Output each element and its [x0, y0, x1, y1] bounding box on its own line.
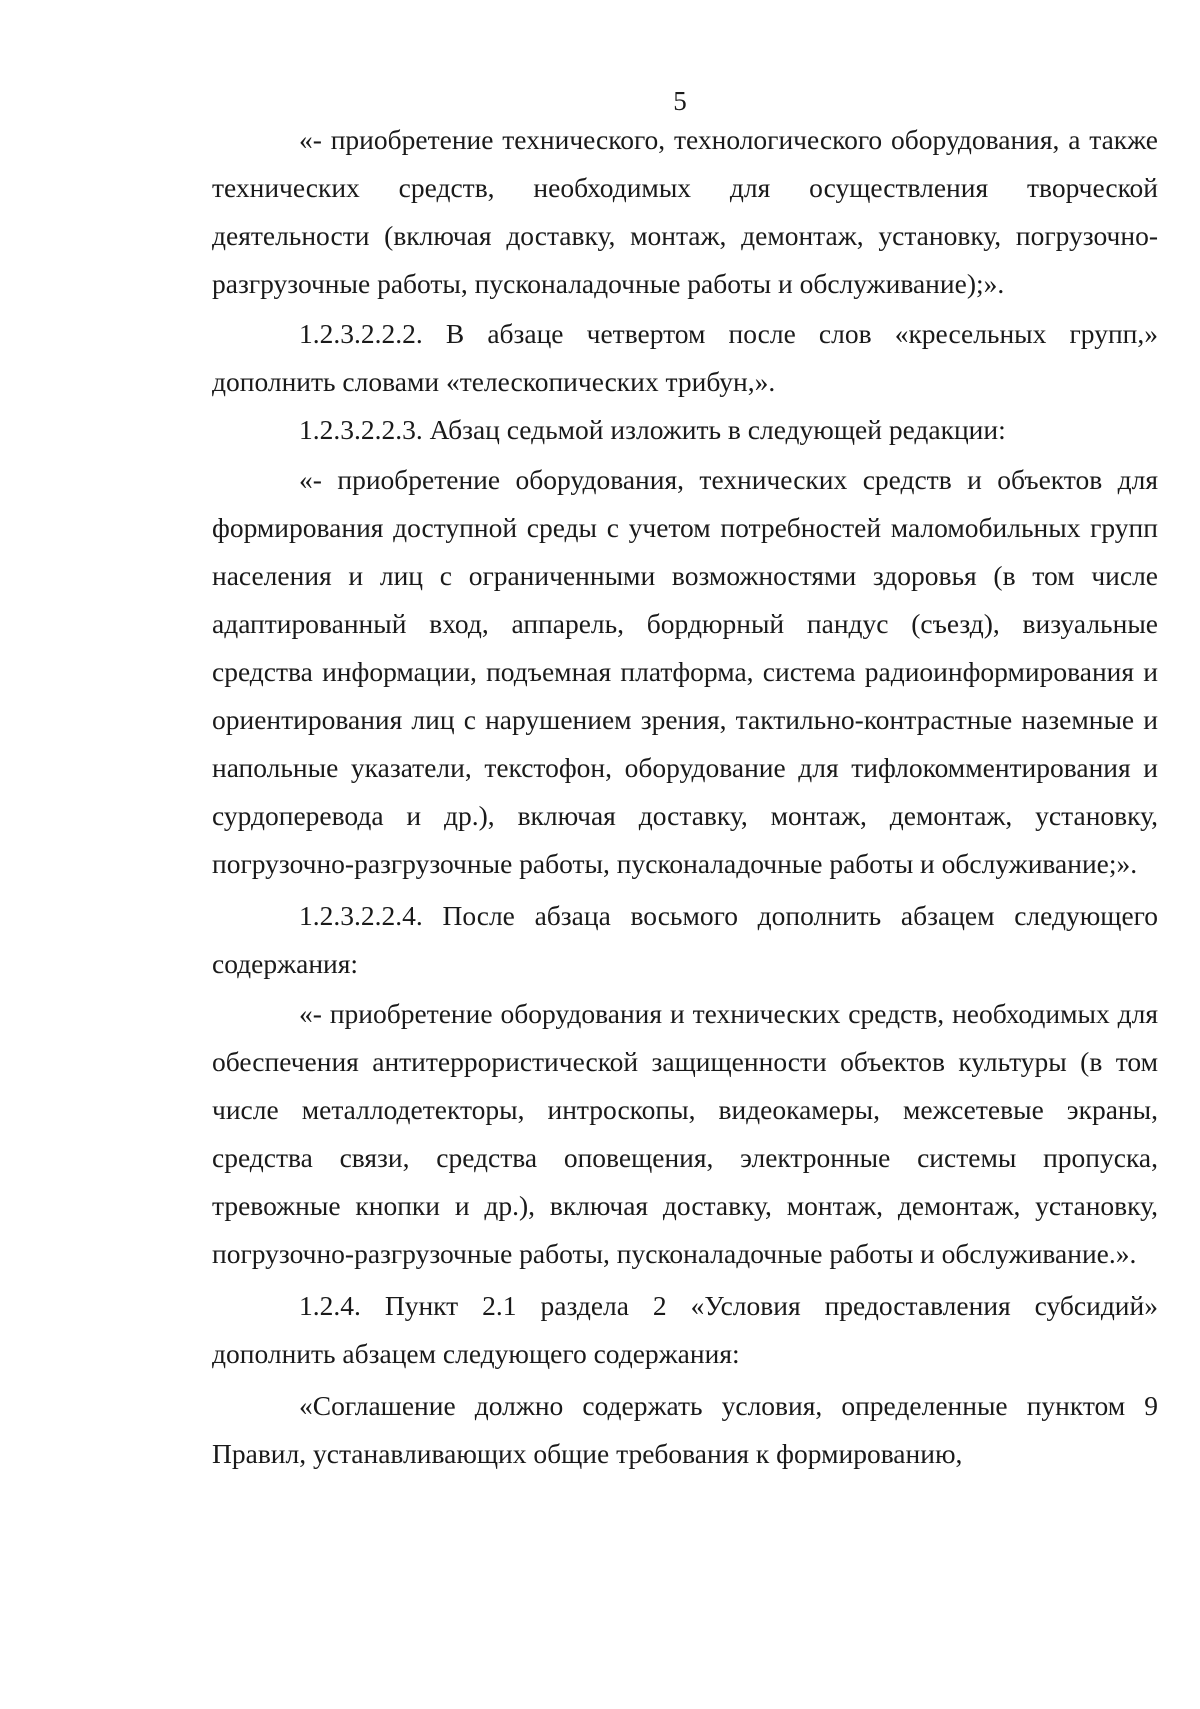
paragraph-quoted-accessible-environment: «- приобретение оборудования, технических средств и объектов для формирования доступной среды с учетом потребностей маломобильных групп населения и лиц с ограниченными возможностями здоровья (в том числе адаптированный вход, аппарель, бордюрный пандус (съезд), визуальные средства информации, подъемная платформа, система радиоинформирования и ориентирования лиц с нарушением зрения, тактильно-контрастные наземные и напольные указатели, текстофон, оборудование для тифлокомментирования и сурдоперевода и др.), включая доставку, монтаж, демонтаж, установку, погрузочно-разгрузочные работы, пусконаладочные работы и обслуживание;».	[212, 464, 1158, 879]
paragraph-amendment-1-2-4: 1.2.4. Пункт 2.1 раздела 2 «Условия предоставления субсидий» дополнить абзацем следующего содержания:	[212, 1290, 1158, 1369]
paragraph-amendment-1-2-3-2-2-4: 1.2.3.2.2.4. После абзаца восьмого дополнить абзацем следующего содержания:	[212, 900, 1158, 979]
paragraph-quoted-equipment-creative: «- приобретение технического, технологического оборудования, а также технических средств, необходимых для осуществления творческой деятельности (включая доставку, монтаж, демонтаж, установку, погрузочно-разгрузочные работы, пусконаладочные работы и обслуживание);».	[212, 124, 1158, 299]
document-body	[212, 116, 1158, 1478]
paragraph-quoted-agreement: «Соглашение должно содержать условия, определенные пунктом 9 Правил, устанавливающих общие требования к формированию,	[212, 1390, 1158, 1469]
paragraph-amendment-1-2-3-2-2-2: 1.2.3.2.2.2. В абзаце четвертом после слов «кресельных групп,» дополнить словами «телескопических трибун,».	[212, 318, 1158, 397]
page-number: 5	[673, 86, 687, 116]
paragraph-amendment-1-2-3-2-2-3: 1.2.3.2.2.3. Абзац седьмой изложить в следующей редакции:	[299, 414, 1006, 445]
paragraph-quoted-antiterrorism: «- приобретение оборудования и технических средств, необходимых для обеспечения антитеррористической защищенности объектов культуры (в том числе металлодетекторы, интроскопы, видеокамеры, межсетевые экраны, средства связи, средства оповещения, электронные системы пропуска, тревожные кнопки и др.), включая доставку, монтаж, демонтаж, установку, погрузочно-разгрузочные работы, пусконаладочные работы и обслуживание.».	[212, 998, 1158, 1269]
